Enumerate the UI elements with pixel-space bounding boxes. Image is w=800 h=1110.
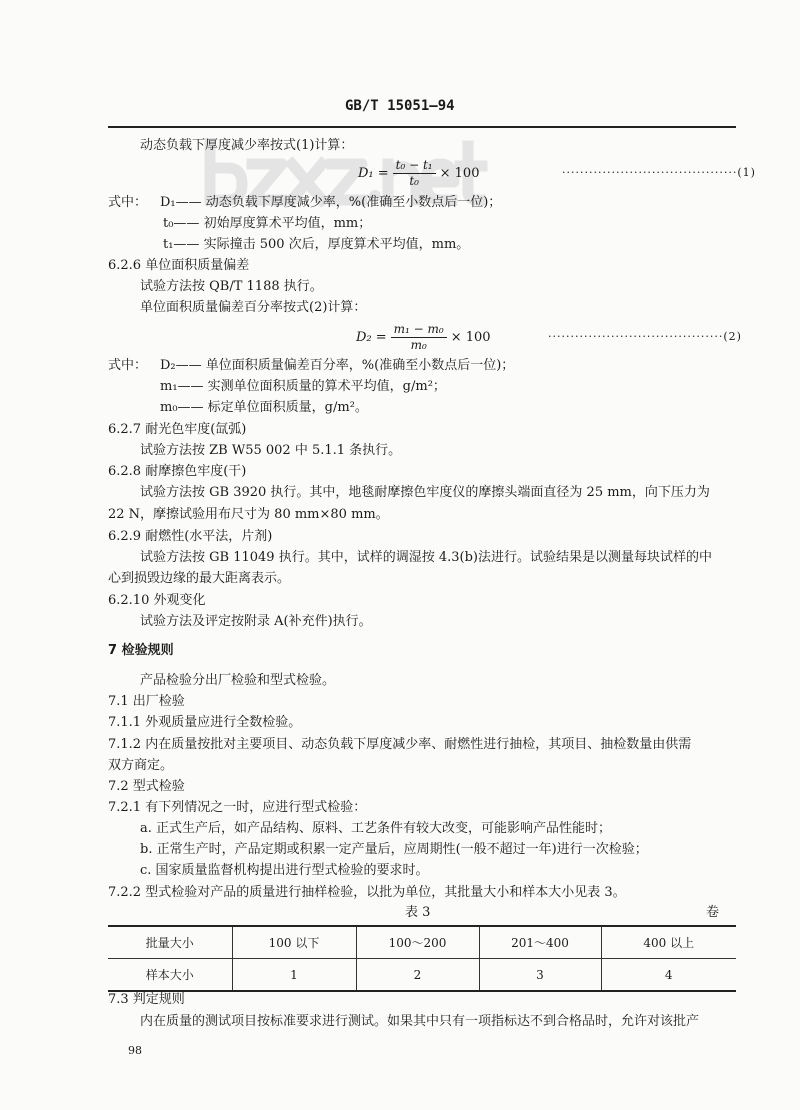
paragraph: 双方商定。 (108, 758, 174, 773)
table-cell: 4 (601, 959, 736, 992)
section-heading: 6.2.7 耐光色牢度(氙弧) (108, 422, 247, 437)
paragraph: 试验方法按 ZB W55 002 中 5.1.1 条执行。 (140, 443, 402, 458)
list-item: c. 国家质量监督机构提出进行型式检验的要求时。 (140, 863, 429, 878)
formula-number: ·······································(1) (562, 166, 756, 179)
formula-rhs: × 100 (450, 329, 491, 345)
list-item: b. 正常生产时，产品定期或积累一定产量后，应周期性(一般不超过一年)进行一次检验； (140, 842, 648, 857)
header-rule (108, 126, 736, 128)
formula-lhs: D₁ = (358, 165, 389, 181)
definition: m₀—— 标定单位面积质量，g/m²。 (160, 400, 368, 415)
paragraph: 7.2.1 有下列情况之一时，应进行型式检验： (108, 800, 367, 815)
paragraph: 22 N，摩擦试验用布尺寸为 80 mm×80 mm。 (108, 507, 389, 522)
formula-number: ·······································(2) (548, 330, 742, 343)
denominator: m₀ (410, 337, 427, 352)
table-cell: 400 以上 (601, 926, 736, 959)
paragraph: 试验方法及评定按附录 A(补充件)执行。 (140, 614, 372, 629)
definition: m₁—— 实测单位面积质量的算术平均值，g/m²； (160, 379, 446, 394)
table-cell: 100～200 (356, 926, 479, 959)
chapter-heading: 7 检验规则 (108, 643, 174, 658)
definition: t₀—— 初始厚度算术平均值，mm； (163, 216, 372, 231)
fraction (391, 322, 447, 353)
paragraph: 7.2.2 型式检验对产品的质量进行抽样检验，以批为单位，其批量大小和样本大小见表 3。 (108, 885, 626, 900)
definition: t₁—— 实际撞击 500 次后，厚度算术平均值，mm。 (163, 237, 470, 252)
section-heading: 6.2.9 耐燃性(水平法，片剂) (108, 529, 273, 544)
paragraph: 7.1.2 内在质量按批对主要项目、动态负载下厚度减少率、耐燃性进行抽检，其项目、抽检数量由供需 (108, 737, 692, 752)
formula-lhs: D₂ = (356, 329, 387, 345)
formula-2 (356, 320, 491, 354)
table-cell: 201～400 (479, 926, 601, 959)
section-heading: 7.1 出厂检验 (108, 694, 185, 709)
paragraph: 试验方法按 QB/T 1188 执行。 (140, 279, 323, 294)
paragraph: 7.1.1 外观质量应进行全数检验。 (108, 715, 302, 730)
section-heading: 6.2.10 外观变化 (108, 593, 206, 608)
paragraph: 试验方法按 GB 3920 执行。其中，地毯耐摩擦色牢度仪的摩擦头端面直径为 25 mm，向下压力为 (140, 485, 710, 500)
paragraph: 产品检验分出厂检验和型式检验。 (140, 673, 336, 688)
formula-rhs: × 100 (439, 165, 480, 181)
fraction (393, 158, 436, 189)
batch-sample-table (108, 925, 736, 992)
table-caption: 表 3 (405, 905, 431, 920)
where-label: 式中： (108, 195, 148, 210)
section-heading: 6.2.6 单位面积质量偏差 (108, 258, 250, 273)
table-cell: 3 (479, 959, 601, 992)
denominator: t₀ (409, 173, 419, 188)
table-cell: 2 (356, 959, 479, 992)
table-cell: 1 (232, 959, 356, 992)
table-unit: 卷 (706, 905, 720, 920)
table-cell: 100 以下 (232, 926, 356, 959)
paragraph: 动态负载下厚度减少率按式(1)计算： (140, 138, 354, 153)
formula-1 (358, 156, 479, 190)
table-cell: 样本大小 (108, 959, 232, 992)
list-item: a. 正式生产后，如产品结构、原料、工艺条件有较大改变，可能影响产品性能时； (140, 821, 612, 836)
table-row (108, 926, 736, 959)
where-label: 式中： (108, 358, 148, 373)
table-row (108, 959, 736, 992)
paragraph: 内在质量的测试项目按标准要求进行测试。如果其中只有一项指标达不到合格品时，允许对该批产 (140, 1014, 700, 1029)
numerator: t₀ − t₁ (393, 158, 436, 174)
numerator: m₁ − m₀ (391, 322, 447, 338)
section-heading: 7.3 判定规则 (108, 992, 185, 1007)
paragraph: 单位面积质量偏差百分率按式(2)计算： (140, 300, 367, 315)
section-heading: 6.2.8 耐摩擦色牢度(干) (108, 464, 247, 479)
paragraph: 心到损毁边缘的最大距离表示。 (108, 571, 291, 586)
paragraph: 试验方法按 GB 11049 执行。其中，试样的调湿按 4.3(b)法进行。试验结果是以测量每块试样的中 (140, 550, 712, 565)
table-cell: 批量大小 (108, 926, 232, 959)
page-number: 98 (128, 1044, 142, 1057)
standard-number-header: GB/T 15051—94 (345, 98, 455, 114)
definition: D₂—— 单位面积质量偏差百分率，%(准确至小数点后一位)； (160, 358, 515, 373)
section-heading: 7.2 型式检验 (108, 779, 185, 794)
definition: D₁—— 动态负载下厚度减少率，%(准确至小数点后一位)； (160, 195, 502, 210)
